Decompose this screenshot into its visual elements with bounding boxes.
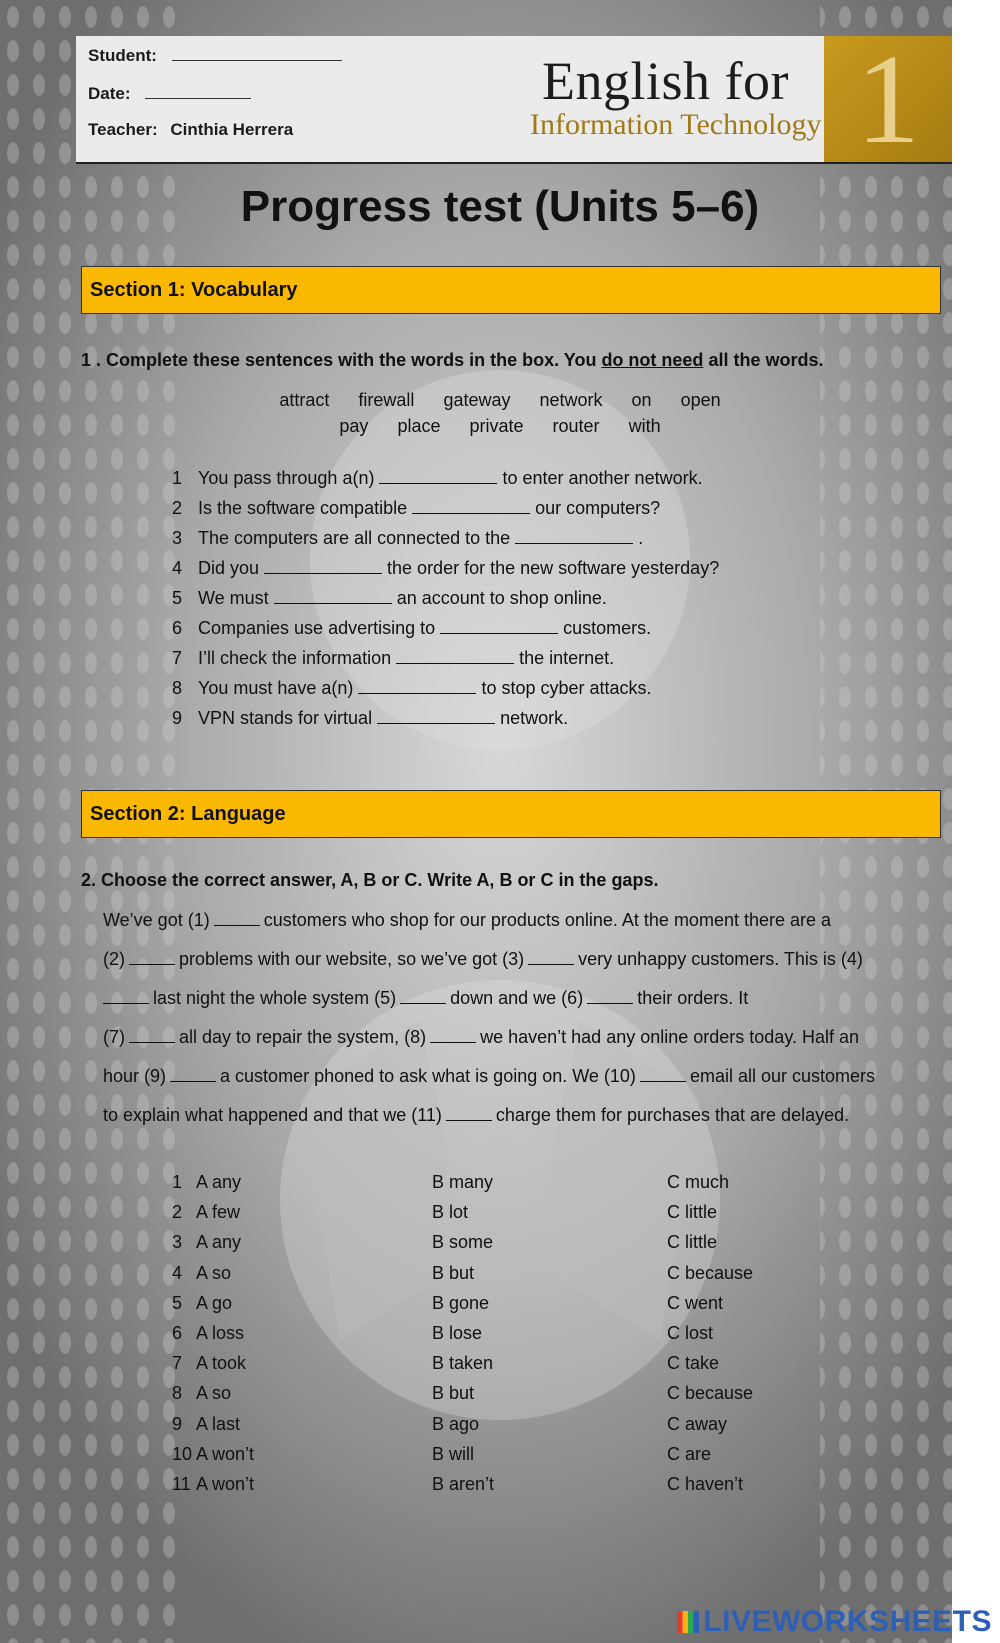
liveworksheets-wordmark: LIVEWORKSHEETS [703,1605,992,1638]
paragraph-text: last night the whole system (5) [153,988,397,1008]
teacher-field [88,120,293,140]
answer-gap-8[interactable] [358,679,476,694]
liveworksheets-logo [677,1605,992,1639]
option-text: A any [196,1232,242,1252]
word-item: private [469,416,524,436]
option-text: A won’t [196,1444,255,1464]
teacher-name: Cinthia Herrera [170,120,294,139]
option-a-11 [172,1474,254,1495]
option-c-3 [667,1232,717,1253]
page-title: Progress test (Units 5–6) [240,182,760,231]
option-a-2 [172,1202,240,1223]
paragraph-gap-4[interactable] [103,989,149,1004]
option-text: C are [667,1444,712,1464]
option-b-2 [432,1202,468,1223]
word-box-row-1 [0,390,1000,411]
option-text: C went [667,1293,724,1313]
sentence-before: Did you [198,558,260,578]
sentence-number: 8 [172,678,183,698]
sentence-after: . [638,528,644,548]
paragraph-text: to explain what happened and that we (11) [103,1105,442,1125]
option-c-9 [667,1414,727,1435]
answer-gap-2[interactable] [412,499,530,514]
paragraph-text: charge them for purchases that are delayed. [495,1105,850,1125]
sentence-after: an account to shop online. [396,588,607,608]
section2-heading: Section 2: Language [81,790,941,838]
option-c-4 [667,1263,753,1284]
option-text: C little [667,1202,718,1222]
option-text: C take [667,1353,720,1373]
sentence-number: 2 [172,498,183,518]
option-text: B gone [432,1293,490,1313]
sentence-before: You pass through a(n) [198,468,375,488]
option-b-6 [432,1323,482,1344]
teacher-label: Teacher: [88,120,158,139]
sentence-number: 7 [172,648,183,668]
paragraph-gap-9[interactable] [170,1067,216,1082]
option-text: C little [667,1232,718,1252]
brand-title: English for [542,51,789,111]
paragraph-text: down and we (6) [450,988,584,1008]
sentence-after: network. [500,708,569,728]
option-b-11 [432,1474,494,1495]
option-text: A loss [196,1323,245,1343]
option-text: C haven’t [667,1474,744,1494]
paragraph-line [103,1096,943,1135]
word-item: network [539,390,603,410]
answer-gap-7[interactable] [396,649,514,664]
option-text: C away [667,1414,728,1434]
date-field [88,84,251,104]
option-text: B taken [432,1353,494,1373]
option-number: 5 [172,1293,183,1313]
option-c-8 [667,1383,753,1404]
option-text: A so [196,1383,232,1403]
paragraph-text: (7) [103,1027,125,1047]
option-b-5 [432,1293,489,1314]
sentence-after: our computers? [535,498,661,518]
paragraph-text: their orders. It [637,988,749,1008]
sentence-1 [172,468,703,489]
option-c-1 [667,1172,729,1193]
paragraph-text: problems with our website, so we’ve got (3) [179,949,525,969]
sentence-number: 4 [172,558,183,578]
sentence-before: We must [198,588,269,608]
paragraph-text: email all our customers [689,1066,875,1086]
sentence-after: to stop cyber attacks. [481,678,652,698]
option-text: B many [432,1172,494,1192]
sentence-after: the order for the new software yesterday? [387,558,720,578]
sentence-2 [172,498,660,519]
answer-gap-6[interactable] [440,619,558,634]
word-item: router [552,416,600,436]
option-a-1 [172,1172,241,1193]
option-b-4 [432,1263,474,1284]
sentence-before: Companies use advertising to [198,618,436,638]
option-a-8 [172,1383,231,1404]
option-a-6 [172,1323,244,1344]
answer-gap-1[interactable] [379,469,497,484]
instruction-text-end: all the words. [703,350,824,370]
student-name-blank[interactable] [172,46,342,61]
option-c-2 [667,1202,717,1223]
option-text: B some [432,1232,494,1252]
date-blank[interactable] [145,84,251,99]
option-b-8 [432,1383,474,1404]
cloze-paragraph [103,901,943,1135]
sentence-before: The computers are all connected to the [198,528,511,548]
brand-subtitle: Information Technology [530,108,822,141]
option-number: 10 [172,1444,193,1464]
paragraph-gap-7[interactable] [129,1028,175,1043]
paragraph-gap-8[interactable] [430,1028,476,1043]
sentence-before: Is the software compatible [198,498,408,518]
paragraph-line [103,979,943,1018]
option-text: B aren’t [432,1474,495,1494]
option-text: A go [196,1293,233,1313]
option-number: 1 [172,1172,183,1192]
sentence-8 [172,678,652,699]
option-number: 8 [172,1383,183,1403]
sentence-number: 9 [172,708,183,728]
word-item: attract [279,390,330,410]
option-text: B will [432,1444,475,1464]
option-number: 4 [172,1263,183,1283]
option-b-9 [432,1414,479,1435]
paragraph-text: a customer phoned to ask what is going on. We (10) [220,1066,636,1086]
sentence-7 [172,648,614,669]
word-item: on [631,390,652,410]
instruction-text: 1 . Complete these sentences with the words in the box. You [81,350,602,370]
section2-instruction: 2. Choose the correct answer, A, B or C. Write A, B or C in the gaps. [81,870,659,890]
word-item: pay [339,416,369,436]
paragraph-gap-10[interactable] [640,1067,686,1082]
section1-instruction [81,350,823,371]
answer-gap-4[interactable] [264,559,382,574]
option-text: B but [432,1263,475,1283]
answer-gap-3[interactable] [515,529,633,544]
sentence-3 [172,528,643,549]
word-box-row-2 [0,416,1000,437]
paragraph-gap-1[interactable] [214,911,260,926]
paragraph-gap-11[interactable] [446,1106,492,1121]
option-a-5 [172,1293,232,1314]
word-item: with [628,416,661,436]
option-c-5 [667,1293,723,1314]
date-label: Date: [88,84,131,103]
option-c-10 [667,1444,711,1465]
option-b-3 [432,1232,493,1253]
sentence-4 [172,558,719,579]
option-text: A took [196,1353,247,1373]
option-a-7 [172,1353,246,1374]
paragraph-text: (2) [103,949,125,969]
option-text: B but [432,1383,475,1403]
paragraph-line [103,1018,943,1057]
option-number: 11 [172,1474,191,1494]
option-text: A so [196,1263,232,1283]
option-text: B lose [432,1323,483,1343]
paragraph-text: we haven’t had any online orders today. Half an [480,1027,860,1047]
sentence-after: to enter another network. [502,468,703,488]
paragraph-text: We’ve got (1) [103,910,210,930]
sentence-5 [172,588,607,609]
paragraph-text: very unhappy customers. This is (4) [578,949,863,969]
option-c-11 [667,1474,743,1495]
option-text: A won’t [196,1474,255,1494]
word-item: open [680,390,721,410]
sentence-number: 5 [172,588,183,608]
paragraph-line [103,940,943,979]
option-c-7 [667,1353,719,1374]
sentence-before: VPN stands for virtual [198,708,373,728]
sentence-before: You must have a(n) [198,678,354,698]
option-text: A few [196,1202,241,1222]
section1-heading: Section 1: Vocabulary [81,266,941,314]
paragraph-text: customers who shop for our products online. At the moment there are a [263,910,832,930]
option-b-1 [432,1172,493,1193]
option-text: C because [667,1383,754,1403]
sentence-after: customers. [563,618,652,638]
option-number: 9 [172,1414,183,1434]
option-text: A last [196,1414,241,1434]
option-text: C much [667,1172,730,1192]
paragraph-gap-2[interactable] [129,950,175,965]
sentence-after: the internet. [519,648,615,668]
liveworksheets-logo-icon [677,1611,699,1633]
option-a-9 [172,1414,240,1435]
paragraph-gap-5[interactable] [400,989,446,1004]
sentence-number: 1 [172,468,183,488]
option-b-10 [432,1444,474,1465]
paragraph-gap-3[interactable] [528,950,574,965]
option-text: B lot [432,1202,469,1222]
sentence-number: 3 [172,528,183,548]
paragraph-text: hour (9) [103,1066,167,1086]
option-text: B ago [432,1414,480,1434]
sentence-number: 6 [172,618,183,638]
option-a-10 [172,1444,254,1465]
sentence-before: I’ll check the information [198,648,392,668]
student-field [88,46,342,66]
option-number: 3 [172,1232,183,1252]
answer-gap-5[interactable] [274,589,392,604]
answer-gap-9[interactable] [377,709,495,724]
option-number: 6 [172,1323,183,1343]
word-item: firewall [358,390,415,410]
paragraph-line [103,901,943,940]
option-number: 7 [172,1353,183,1373]
instruction-emphasis: do not need [601,350,704,370]
option-b-7 [432,1353,493,1374]
option-text: A any [196,1172,242,1192]
worksheet-header [76,28,952,170]
student-label: Student: [88,46,157,65]
option-a-4 [172,1263,231,1284]
option-text: C because [667,1263,754,1283]
option-number: 2 [172,1202,183,1222]
paragraph-gap-6[interactable] [587,989,633,1004]
sentence-6 [172,618,651,639]
option-a-3 [172,1232,241,1253]
option-text: C lost [667,1323,714,1343]
paragraph-line [103,1057,943,1096]
paragraph-text: all day to repair the system, (8) [179,1027,427,1047]
word-item: gateway [443,390,511,410]
sentence-9 [172,708,568,729]
option-c-6 [667,1323,713,1344]
word-item: place [397,416,441,436]
brand-number-logo: 1 [824,36,952,162]
